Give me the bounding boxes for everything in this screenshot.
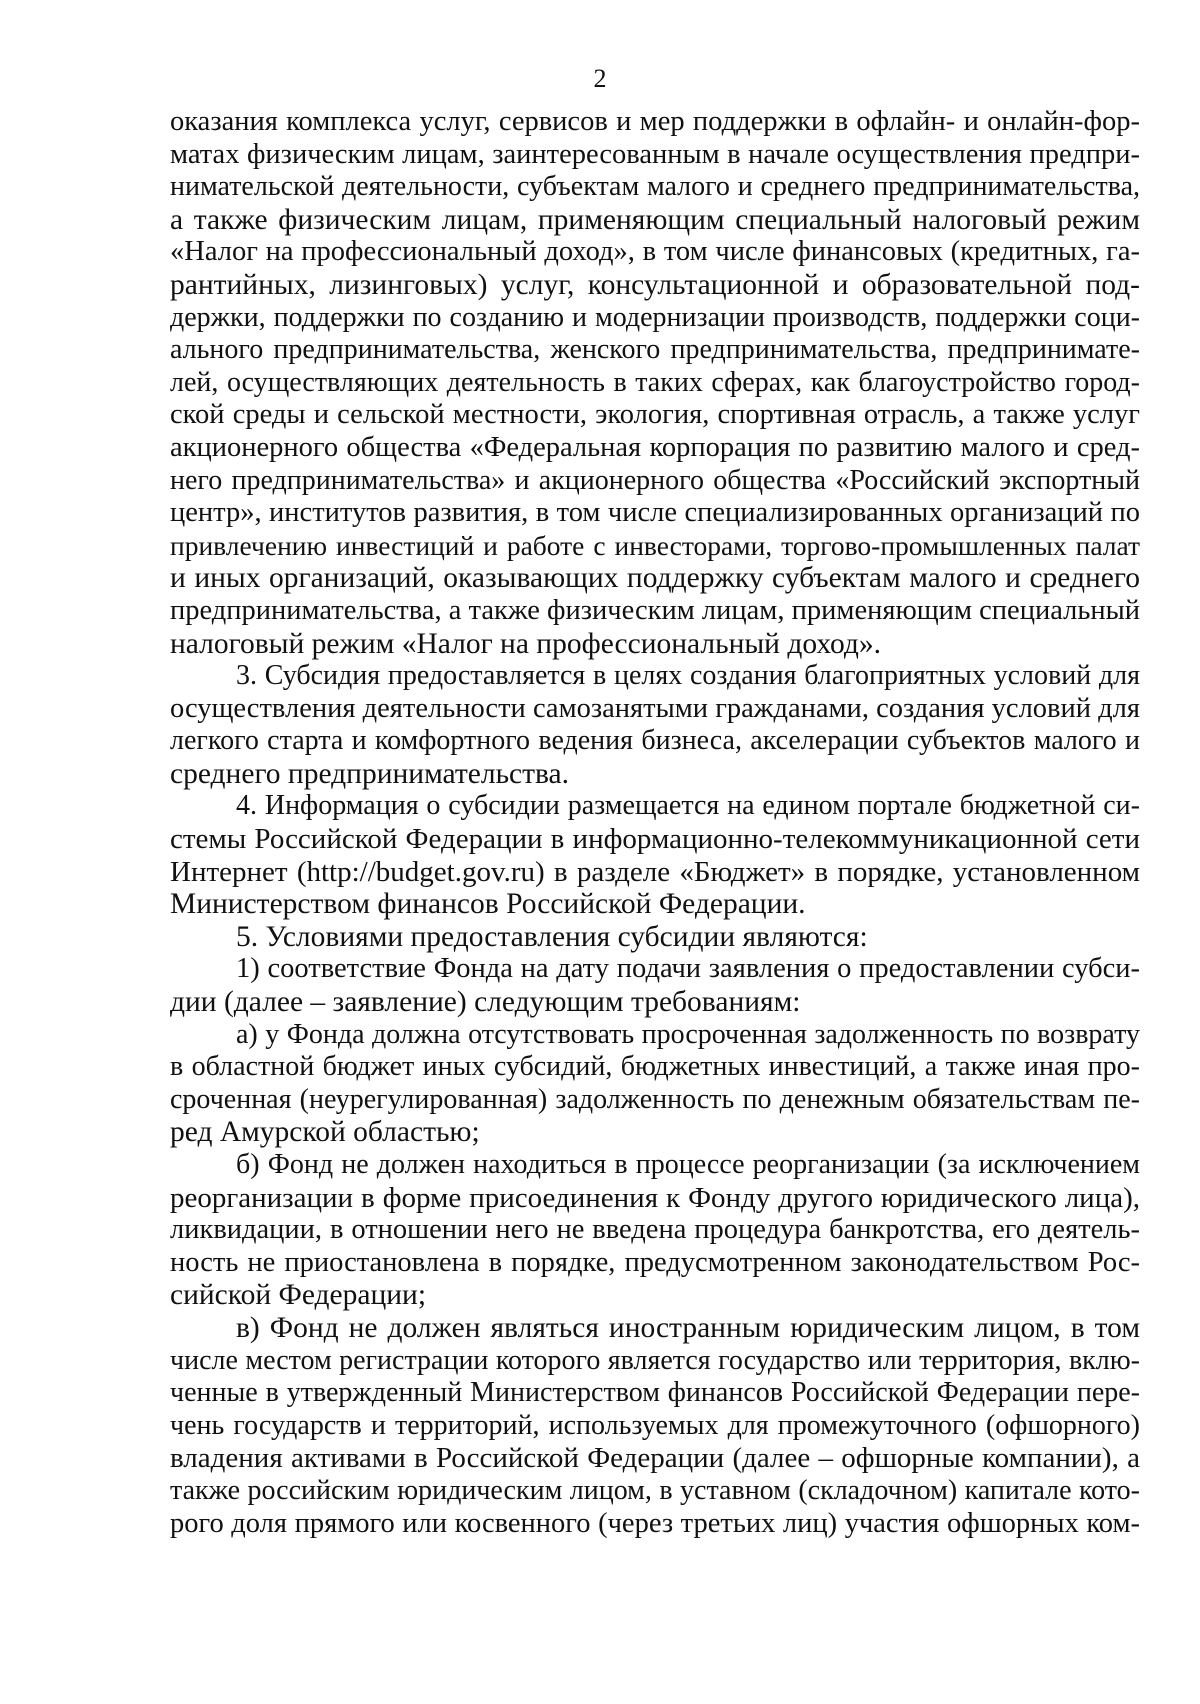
text-line: а также физическим лицам, применяющим специальный налоговый режим (170, 203, 1140, 236)
text-line: осуществления деятельности самозанятыми гражданами, создания условий для (170, 692, 1140, 724)
text-line: в областной бюджет иных субсидий, бюджетных инвестиций, а также иная про- (170, 1051, 1140, 1083)
text-line: 3. Субсидия предоставляется в целях создания благоприятных условий для (236, 660, 1140, 692)
text-line: налоговый режим «Налог на профессиональный доход». (170, 627, 882, 660)
text-line: 4. Информация о субсидии размещается на едином портале бюджетной си- (236, 790, 1140, 822)
text-line: а) у Фонда должна отсутствовать просроченная задолженность по возврату (236, 1018, 1140, 1050)
text-line: числе местом регистрации которого является государство или территория, вклю- (170, 1344, 1140, 1376)
text-line: Министерством финансов Российской Федерации. (170, 888, 806, 921)
page-number: 2 (593, 64, 607, 93)
text-line: чень государств и территорий, используемых для промежуточного (офшорного) (170, 1409, 1140, 1441)
text-line: ченные в утвержденный Министерством финансов Российской Федерации пере- (170, 1377, 1140, 1409)
text-line: реорганизации в форме присоединения к Фонду другого юридического лица), (170, 1181, 1140, 1214)
text-line: «Налог на профессиональный доход», в том числе финансовых (кредитных, га- (170, 236, 1140, 268)
text-line: оказания комплекса услуг, сервисов и мер поддержки в офлайн- и онлайн-фор- (170, 106, 1140, 137)
text-line: Интернет (http://budget.gov.ru) в разделе «Бюджет» в порядке, установленном (170, 855, 1140, 888)
text-line: рого доля прямого или косвенного (через третьих лиц) участия офшорных ком- (170, 1507, 1140, 1539)
text-line: 5. Условиями предоставления субсидии являются: (236, 920, 868, 953)
text-line: ской среды и сельской местности, экология, спортивная отрасль, а также услуг (170, 399, 1140, 431)
text-line: в) Фонд не должен являться иностранным юридическим лицом, в том (236, 1311, 1140, 1344)
text-line: 1) соответствие Фонда на дату подачи заявления о предоставлении субси- (236, 953, 1140, 985)
text-line: центр», институтов развития, в том числе специализированных организаций по (170, 497, 1140, 529)
text-line: матах физическим лицам, заинтересованным в начале осуществления предпри- (170, 138, 1140, 170)
text-line: него предпринимательства» и акционерного общества «Российский экспортный (170, 464, 1140, 496)
text-line: ред Амурской областью; (170, 1116, 480, 1149)
text-line: стемы Российской Федерации в информационно-телекоммуникационной сети (170, 823, 1140, 856)
text-line: предпринимательства, а также физическим лицам, применяющим специальный (170, 594, 1140, 626)
text-line: и иных организаций, оказывающих поддержку субъектам малого и среднего (170, 562, 1140, 595)
text-line: владения активами в Российской Федерации (далее – офшорные компании), а (170, 1442, 1140, 1475)
text-line: нимательской деятельности, субъектам малого и среднего предпринимательства, (170, 171, 1140, 203)
text-line: б) Фонд не должен находиться в процессе реорганизации (за исключением (236, 1149, 1140, 1180)
text-line: акционерного общества «Федеральная корпорация по развитию малого и сред- (170, 431, 1140, 463)
text-line: среднего предпринимательства. (170, 757, 570, 790)
text-line: ликвидации, в отношении него не введена процедура банкротства, его деятель- (170, 1214, 1140, 1246)
text-line: сроченная (неурегулированная) задолженность по денежным обязательствам пе- (170, 1083, 1140, 1115)
text-line: лей, осуществляющих деятельность в таких сферах, как благоустройство город- (170, 366, 1140, 398)
text-line: ность не приостановлена в порядке, предусмотренном законодательством Рос- (170, 1246, 1140, 1278)
text-line: дии (далее – заявление) следующим требованиям: (170, 986, 801, 1019)
text-line: привлечению инвестиций и работе с инвесторами, торгово-промышленных палат (170, 529, 1140, 561)
text-line: ального предпринимательства, женского предпринимательства, предпринимате- (170, 334, 1140, 366)
text-line: держки, поддержки по созданию и модернизации производств, поддержки соци- (170, 301, 1140, 333)
text-line: также российским юридическим лицом, в уставном (складочном) капитале кото- (170, 1474, 1140, 1506)
text-line: легкого старта и комфортного ведения бизнеса, акселерации субъектов малого и (170, 725, 1140, 757)
text-line: сийской Федерации; (170, 1279, 427, 1312)
text-line: рантийных, лизинговых) услуг, консультационной и образовательной под- (170, 268, 1140, 301)
document-body (170, 106, 1140, 1540)
